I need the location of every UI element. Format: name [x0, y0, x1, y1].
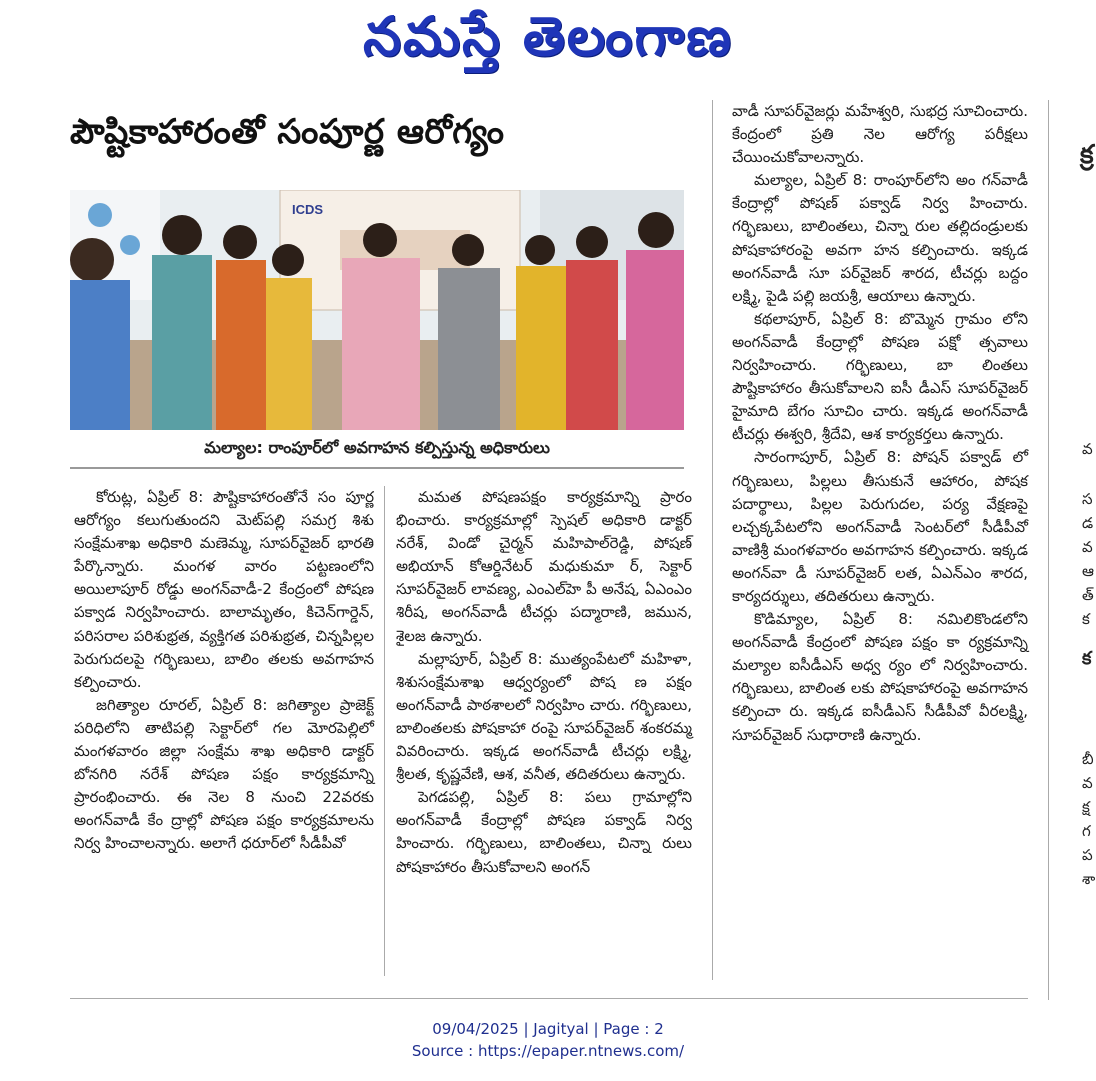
banner-text: ICDS [292, 202, 324, 217]
paragraph: మల్యాల, ఏప్రిల్ 8: రాంపూర్‌లోని అం గన్‌వాడీ కేంద్రాల్లో పోషణ్ పక్వాడ్ నిర్వ హించారు. గర్భిణులు, బాలింతలు, చిన్నా రుల తల్లిదండ్రులకు పోషకాహారంపై అవగా హన కల్పించారు. ఇక్కడ అంగన్‌వాడీ సూ పర్‌వైజర్ శారద, టీచర్లు బద్దం లక్ష్మి, పైడి పల్లి జయశ్రీ, ఆయాలు ఉన్నారు. [732, 171, 1028, 305]
column-divider [712, 100, 713, 980]
edge-fragment: ఆ [1082, 562, 1094, 580]
article-column-1 [74, 486, 374, 856]
photo-scene [70, 190, 684, 430]
source-link[interactable]: Source : https://epaper.ntnews.com/ [411, 1042, 685, 1060]
edge-fragment: వ [1082, 774, 1093, 792]
edge-fragment: ప [1082, 846, 1093, 864]
page-divider [1048, 100, 1049, 1000]
paragraph: మమత పోషణపక్షం కార్యక్రమాన్ని ప్రారం భించారు. కార్యక్రమాల్లో స్పెషల్ అధికారి డాక్టర్ నరేశ్, విండో చైర్మన్ మహిపాల్‌రెడ్డి, పోషణ్ అభియాన్ కోఆర్డినేటర్ మధుకుమా ర్, సెక్టార్ సూపర్‌వైజర్ లావణ్య, ఎంఎల్‌హె పీ అనేష, ఏఎంఎం శిరీష, అంగన్‌వాడీ టీచర్లు పద్మారాణి, జమున, శైలజ ఉన్నారు. [396, 488, 692, 645]
page-footer [0, 1018, 1096, 1062]
edge-fragment: క్ష [1082, 798, 1090, 816]
edge-fragment: క్ర [1080, 140, 1094, 170]
article-photo [70, 190, 684, 430]
article-column-3 [732, 100, 1028, 747]
bottom-rule [70, 998, 1028, 999]
paragraph: జగిత్యాల రూరల్, ఏప్రిల్ 8: జగిత్యాల ప్రాజెక్ట్ పరిధిలోని తాటిపల్లి సెక్టార్‌లో గల మోరపెల్లిలో మంగళవారం జిల్లా సంక్షేమ శాఖ అధికారి డాక్టర్ బోనగిరి నరేశ్ పోషణ పక్షం కార్యక్రమాన్ని ప్రారంభించారు. ఈ నెల 8 నుంచి 22వరకు అంగన్‌వాడీ కేం ద్రాల్లో పోషణ పక్షం కార్యక్రమాలను నిర్వ హించాలన్నారు. అలాగే ధరూర్‌లో సీడీపీవో [74, 695, 374, 853]
photo-caption: మల్యాల: రాంపూర్‌లో అవగాహన కల్పిస్తున్న అధికారులు [70, 438, 684, 469]
paragraph: వాడీ సూపర్‌వైజర్లు మహేశ్వరి, సుభద్ర సూచించారు. కేంద్రంలో ప్రతి నెల ఆరోగ్య పరీక్షలు చేయించుకోవాలన్నారు. [732, 102, 1028, 167]
edge-fragment: త్ [1082, 586, 1094, 604]
paragraph: మల్లాపూర్, ఏప్రిల్ 8: ముత్యంపేటలో మహిళా, శిశుసంక్షేమశాఖ ఆధ్వర్యంలో పోష ణ పక్షం అంగన్‌వాడీ పాఠశాలలో నిర్వహిం చారు. గర్భిణులు, బాలింతలకు పోషకాహా రంపై సూపర్‌వైజర్ శంకరమ్మ వివరించారు. ఇక్కడ అంగన్‌వాడీ టీచర్లు లక్ష్మి, శ్రీలత, కృష్ణవేణి, ఆశ, వనీత, తదితరులు ఉన్నారు. [396, 649, 692, 784]
edge-fragment: స [1082, 490, 1093, 508]
paragraph: కొడిమ్యాల, ఏప్రిల్ 8: నమిలికొండలోని అంగన్‌వాడీ కేంద్రంలో పోషణ పక్షం కా ర్యక్రమాన్ని మల్యాల ఐసీడీఎస్ అధ్వ ర్యం లో నిర్వహించారు. గర్భిణులు, బాలింత లకు పోషకాహారంపై అవగాహన కల్పించా రు. ఇక్కడ ఐసీడీఎస్ సీడీపీవో వీరలక్ష్మి, సూపర్‌వైజర్ సుధారాణి ఉన్నారు. [732, 610, 1028, 744]
edge-fragment: డ [1082, 514, 1094, 532]
edge-fragment: వ [1082, 538, 1093, 556]
edge-fragment: బీ [1082, 750, 1094, 768]
masthead-logo: నమస్తే తెలంగాణ [363, 4, 733, 68]
paragraph: కోరుట్ల, ఏప్రిల్ 8: పౌష్టికాహారంతోనే సం పూర్ణ ఆరోగ్యం కలుగుతుందని మెట్‌పల్లి సమగ్ర శిశు సంక్షేమశాఖ అధికారి మణెమ్మ, సూపర్‌వైజర్ భారతి పేర్కొన్నారు. మంగళ వారం పట్టణంలోని అయిలాపూర్ రోడ్డు అంగన్‌వాడీ-2 కేంద్రంలో పోషణ పక్వాడ నిర్వహించారు. బాలామృతం, కిచెన్‌గార్డెన్, పరిసరాల పరిశుభ్రత, వ్యక్తిగత పరిశుభ్రత, చిన్నపిల్లల పెరుగుదలపై గర్భిణులు, బాలిం తలకు అవగాహన కల్పించారు. [74, 488, 374, 691]
article-headline: పౌష్టికాహారంతో సంపూర్ణ ఆరోగ్యం [70, 112, 505, 152]
edge-fragment: వ [1082, 440, 1093, 458]
paragraph: కథలాపూర్, ఏప్రిల్ 8: బొమ్మెన గ్రామం లోని అంగన్‌వాడీ కేంద్రాల్లో పోషణ పక్షో త్సవాలు నిర్వహించారు. గర్భిణులు, బా లింతలు పౌష్టికాహారం తీసుకోవాలని ఐసీ డీఎస్ సూపర్‌వైజర్ హైమాది బేగం సూచిం చారు. ఇక్కడ అంగన్‌వాడీ టీచర్లు ఈశ్వరి, శ్రీదేవి, ఆశ కార్యకర్తలు ఉన్నారు. [732, 309, 1028, 444]
edge-fragment: క [1082, 648, 1092, 669]
paragraph: పెగడపల్లి, ఏప్రిల్ 8: పలు గ్రామాల్లోని అంగన్‌వాడీ కేంద్రాల్లో పోషణ పక్వాడ్ నిర్వ హించారు. గర్భిణులు, బాలింతలు, చిన్నా రులు పోషకాహారం తీసుకోవాలని అంగన్ [396, 788, 692, 876]
edge-fragment: శా [1082, 870, 1096, 888]
column-divider [384, 486, 385, 976]
edge-fragment: క [1082, 610, 1090, 628]
adjacent-article-edge [1056, 100, 1096, 1000]
paragraph: సారంగాపూర్, ఏప్రిల్ 8: పోషన్ పక్వాడ్ లో గర్భిణులు, పిల్లలు తీసుకునే ఆహారం, పోషక పదార్థాలు, పిల్లల పెరుగుదల, పర్య వేక్షణపై లచ్చక్కపేటలోని అంగన్‌వాడీ సెంటర్‌లో సీడీపీవో వాణిశ్రీ మంగళవారం అవగాహన కల్పించారు. ఇక్కడ అంగన్‌వా డీ సూపర్‌వైజర్ లత, ఏఎన్‌ఎం శారద, కార్యదర్శులు, తదితరులు ఉన్నారు. [732, 448, 1028, 605]
edge-fragment: గ [1082, 822, 1091, 840]
article-column-2 [396, 486, 692, 879]
edition-info: 09/04/2025 | Jagityal | Page : 2 [432, 1020, 664, 1038]
